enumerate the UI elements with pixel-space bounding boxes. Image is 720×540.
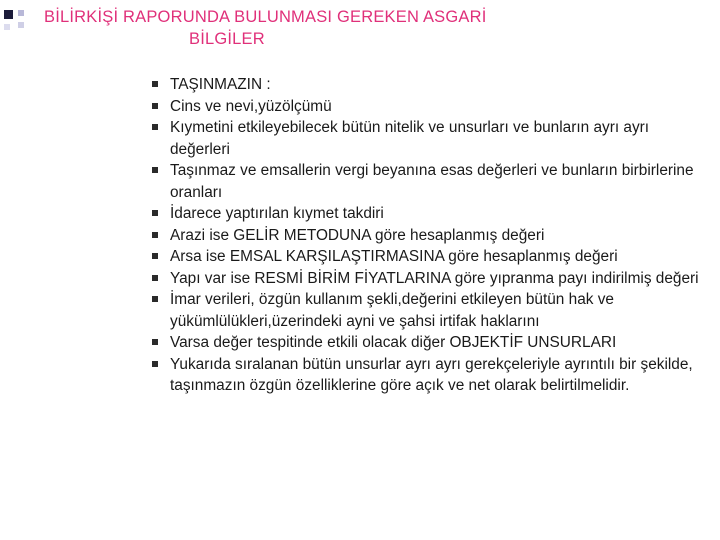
- list-item-text: Yukarıda sıralanan bütün unsurlar ayrı ayrı gerekçeleriyle ayrıntılı bir şekilde, taşınmazın özgün özelliklerine göre açık ve net olarak belirtilmelidir.: [170, 355, 693, 394]
- bullet-square-icon: [152, 361, 158, 367]
- list-item: [152, 354, 700, 397]
- slide-title-line1: BİLİRKİŞİ RAPORUNDA BULUNMASI GEREKEN ASGARİ: [44, 8, 487, 26]
- bullet-square-icon: [152, 210, 158, 216]
- bullet-square-icon: [152, 339, 158, 345]
- slide-title: [44, 6, 684, 50]
- corner-square-light: [18, 10, 24, 16]
- list-item: [152, 203, 700, 225]
- list-item: [152, 117, 700, 160]
- list-item-text: İdarece yaptırılan kıymet takdiri: [170, 205, 384, 222]
- list-item-text: Kıymetini etkileyebilecek bütün nitelik ve unsurları ve bunların ayrı ayrı değerleri: [170, 119, 650, 158]
- slide-title-line2: BİLGİLER: [189, 30, 265, 48]
- list-item: [152, 246, 700, 268]
- corner-decoration: [0, 0, 28, 38]
- list-item-text: Arazi ise GELİR METODUNA göre hesaplanmış değeri: [170, 226, 545, 244]
- bullet-square-icon: [152, 103, 158, 109]
- list-item: [152, 289, 700, 332]
- list-item: [152, 268, 700, 290]
- bullet-list: [152, 74, 700, 397]
- list-item-text: Cins ve nevi,yüzölçümü: [170, 97, 332, 115]
- list-item-text: Arsa ise EMSAL KARŞILAŞTIRMASINA göre hesaplanmış değeri: [170, 248, 618, 265]
- corner-square-light-2: [18, 22, 24, 28]
- bullet-square-icon: [152, 81, 158, 87]
- list-item: [152, 96, 700, 118]
- list-item-text: Taşınmaz ve emsallerin vergi beyanına esas değerleri ve bunların birbirlerine oranları: [170, 162, 694, 201]
- list-item-text: İmar verileri, özgün kullanım şekli,değerini etkileyen bütün hak ve yükümlülükleri,üzerindeki ayni ve şahsi irtifak haklarını: [170, 291, 614, 330]
- list-item: [152, 74, 700, 96]
- list-item-text: TAŞINMAZIN :: [170, 76, 271, 93]
- list-item: [152, 225, 700, 247]
- corner-square-light-3: [4, 24, 10, 30]
- list-item-text: Yapı var ise RESMİ BİRİM FİYATLARINA göre yıpranma payı indirilmiş değeri: [170, 269, 699, 287]
- list-item: [152, 332, 700, 354]
- list-item-text: Varsa değer tespitinde etkili olacak diğer OBJEKTİF UNSURLARI: [170, 334, 617, 351]
- bullet-square-icon: [152, 296, 158, 302]
- bullet-square-icon: [152, 275, 158, 281]
- bullet-square-icon: [152, 124, 158, 130]
- list-item: [152, 160, 700, 203]
- bullet-square-icon: [152, 167, 158, 173]
- corner-square-dark: [4, 10, 13, 19]
- bullet-square-icon: [152, 253, 158, 259]
- bullet-square-icon: [152, 232, 158, 238]
